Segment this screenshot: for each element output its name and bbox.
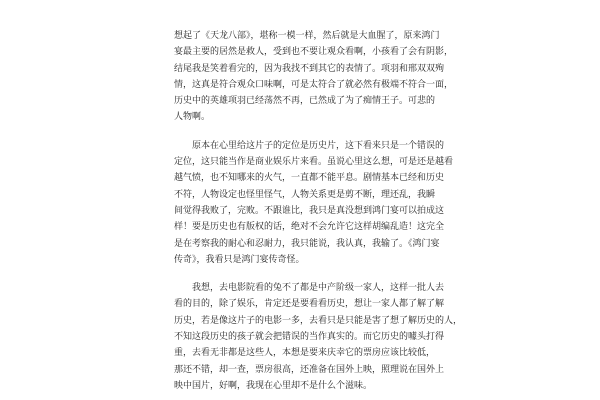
text-line: 原本在心里给这片子的定位是历史片，这下看来只是一个错误的 <box>192 140 445 151</box>
text-line: 越气愤，也不知哪来的火气，一直都不能平息。剧情基本已经和历史 <box>174 173 445 184</box>
paragraph-1 <box>174 28 454 126</box>
article-body <box>174 28 463 394</box>
paragraph-2 <box>174 138 454 268</box>
text-line: 那还不错，却一查，票房很高，还准备在国外上映，照理说在国外上 <box>174 364 445 375</box>
text-line: 看的目的，除了娱乐，肯定还是要看看历史，想让一家人都了解了解 <box>174 299 445 310</box>
text-line: 人物啊。 <box>174 112 211 123</box>
text-line: 映中国片，好啊，我现在心里却不是什么个滋味。 <box>174 380 373 391</box>
text-line: 想起了《天龙八部》，堪称一模一样，然后就是大血腥了，原来鸿门 <box>174 31 440 41</box>
text-line: 是在考察我的耐心和忍耐力，我只能说，我认真，我输了。《鸿门宴 <box>174 238 440 249</box>
text-line: 历史，若是像这片子的电影一多，去看只是只能是害了想了解历史的人， <box>174 315 463 326</box>
text-line: 我想，去电影院看的兔不了都是中产阶级一家人，这样一批人去 <box>192 283 445 294</box>
text-line: 样！要是历史也有版权的话，绝对不会允许它这样胡编乱造！这完全 <box>174 222 445 233</box>
text-line: 不符，人物设定也怪里怪气，人物关系更是剪不断，理还乱，我瞬 <box>174 189 436 200</box>
text-line: 历史中的英雄项羽已经荡然不再，已然成了为了痴情王子。可悲的 <box>174 96 436 107</box>
text-line: 结尾我是笑着看完的，因为我找不到其它的表情了。项羽和邢双双殉 <box>174 63 445 74</box>
document-page <box>150 0 463 400</box>
text-line: 传奇》，我看只是鸿门宴传奇怪。 <box>174 254 305 265</box>
text-line: 重，去看无非都是这些人，本想是要来庆幸它的票房应该比较低， <box>174 348 436 359</box>
text-line: 情，这真是符合观众口味啊，可是太符合了就必然有极端不符合一面， <box>174 79 454 90</box>
text-line: 宴最主要的居然是救人，受到也不要让观众看啊，小孩看了会有阴影， <box>174 47 454 58</box>
paragraph-3 <box>174 280 463 394</box>
text-line: 不知这段历史的孩子就会把错误的当作真实的。而它历史的噱头打得 <box>174 332 445 343</box>
text-line: 间觉得我败了，完败。不跟谁比，我只是真没想到鸿门宴可以拍成这 <box>174 205 445 216</box>
text-line: 定位，这只能当作是商业娱乐片来看。虽说心里这么想，可是还是越看 <box>174 157 454 168</box>
